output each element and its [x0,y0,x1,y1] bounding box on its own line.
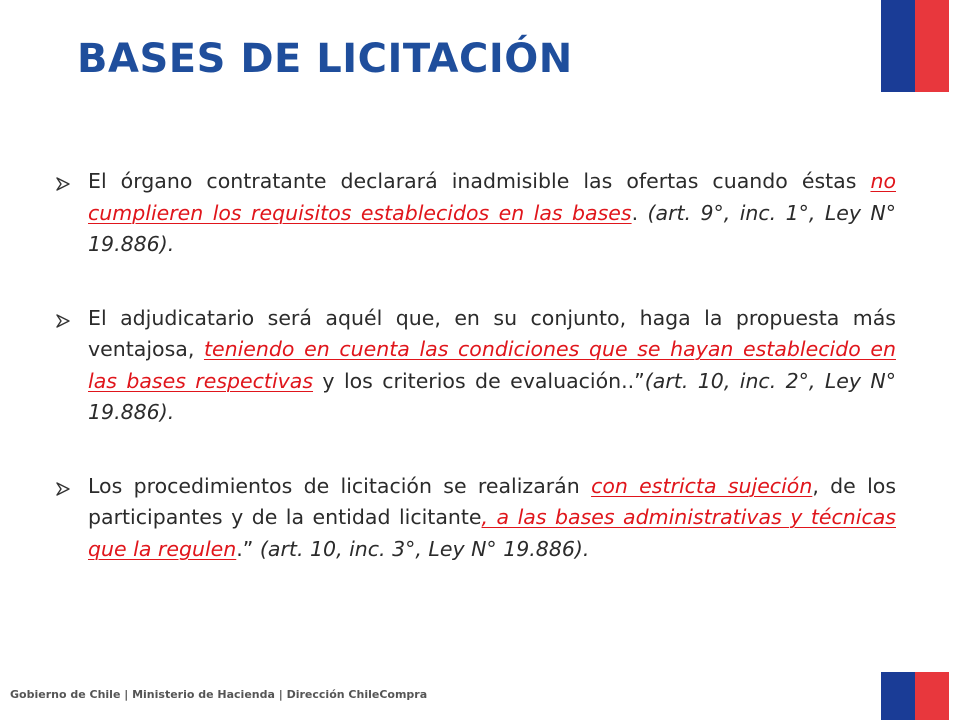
citation: (art. 10, inc. 3°, Ley N° 19.886). [259,536,590,561]
highlight-text: teniendo en cuenta las condiciones que se hayan establecido en las bases respectivas [88,337,896,393]
highlight-text: , a las bases administrativas y técnicas que la regulen [88,505,896,561]
bullet-text: El órgano contratante declarará inadmisible las ofertas cuando éstas no cumplieren los requisitos establecidos en las bases. (art. 9°, inc. 1°, Ley N° 19.886). [88,169,896,256]
bullet-item-3 [56,471,896,566]
chile-flag-top-icon [881,0,949,92]
arrow-bullet-icon [56,314,70,328]
highlight-text: no cumplieren los requisitos establecidos en las bases [88,169,896,225]
bullet-text: Los procedimientos de licitación se realizarán con estricta sujeción, de los participantes y de la entidad licitante, a las bases administrativas y técnicas que la regulen.” (art. 10, inc. 3°, Ley N° 19.886). [88,473,897,561]
bullet-list [56,166,896,607]
highlight-text: con estricta sujeción [591,473,813,498]
footer-text: Gobierno de Chile | Ministerio de Hacienda | Dirección ChileCompra [10,688,428,701]
citation: (art. 10, inc. 2°, Ley N° 19.886). [88,368,896,424]
page-title: BASES DE LICITACIÓN [77,36,573,82]
citation: (art. 9°, inc. 1°, Ley N° 19.886). [88,200,896,256]
bullet-item-2 [56,303,896,429]
arrow-bullet-icon [56,482,70,496]
arrow-bullet-icon [56,177,70,191]
bullet-item-1 [56,166,896,261]
bullet-text: El adjudicatario será aquél que, en su conjunto, haga la propuesta más ventajosa, teniendo en cuenta las condiciones que se hayan establecido en las bases respectivas y los criterios de evaluación..”(art. 10, inc. 2°, Ley N° 19.886). [88,305,896,424]
chile-flag-bottom-icon [881,672,949,720]
